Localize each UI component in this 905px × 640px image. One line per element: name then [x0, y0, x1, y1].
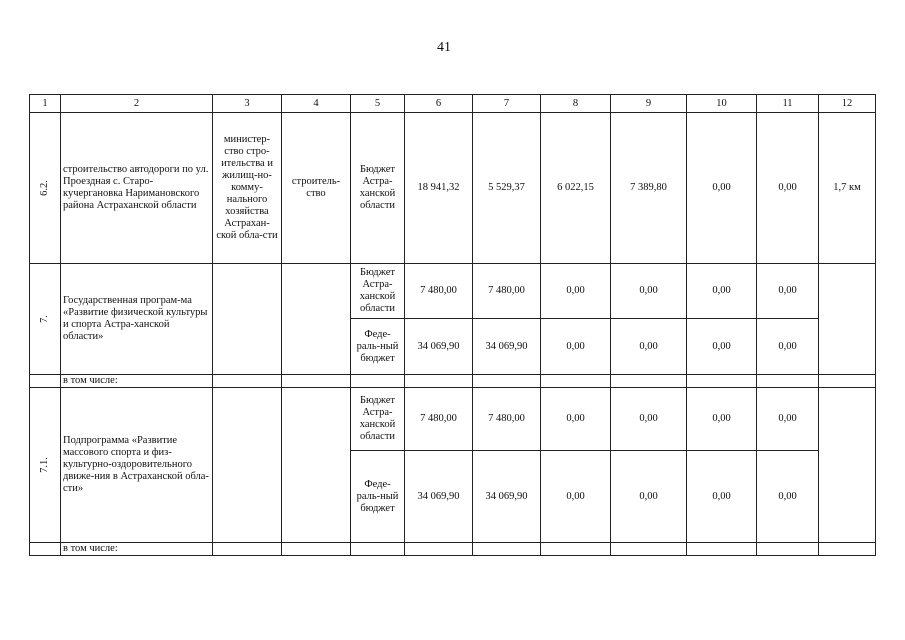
value-cell: 18 941,32 — [405, 113, 473, 264]
budget-table — [29, 94, 876, 556]
col-header: 5 — [351, 95, 405, 113]
row-number: 7. — [39, 315, 50, 323]
subtotal-row — [30, 543, 876, 556]
empty-cell — [757, 375, 819, 388]
empty-cell — [687, 375, 757, 388]
empty-cell — [541, 543, 611, 556]
empty-cell — [282, 375, 351, 388]
row-number: 6.2. — [39, 180, 50, 196]
empty-cell — [473, 543, 541, 556]
table-row — [30, 264, 876, 319]
value-cell: 34 069,90 — [473, 319, 541, 375]
empty-cell — [30, 543, 61, 556]
subtotal-row — [30, 375, 876, 388]
value-cell: 0,00 — [541, 451, 611, 543]
including-label: в том числе: — [61, 543, 213, 556]
empty-cell — [473, 375, 541, 388]
row-number-cell — [30, 264, 61, 375]
value-cell: 0,00 — [611, 264, 687, 319]
value-cell: 0,00 — [757, 388, 819, 451]
empty-cell — [351, 375, 405, 388]
page-number: 41 — [437, 40, 451, 55]
item-name: Государственная програм-ма «Развитие физической культуры и спорта Астра-ханской области» — [61, 264, 213, 375]
empty-cell — [819, 375, 876, 388]
col-header: 10 — [687, 95, 757, 113]
value-cell: 7 480,00 — [473, 388, 541, 451]
col-header: 12 — [819, 95, 876, 113]
length-cell: 1,7 км — [819, 113, 876, 264]
empty-cell — [213, 375, 282, 388]
empty-cell — [282, 543, 351, 556]
value-cell: 0,00 — [687, 451, 757, 543]
empty-cell — [30, 375, 61, 388]
empty-cell — [819, 388, 876, 543]
item-name: строительство автодороги по ул. Проездная с. Старо-кучергановка Наримановского района Астраханской области — [61, 113, 213, 264]
header-row — [30, 95, 876, 113]
empty-cell — [611, 543, 687, 556]
value-cell: 7 480,00 — [405, 264, 473, 319]
row-number-cell — [30, 388, 61, 543]
value-cell: 0,00 — [687, 319, 757, 375]
value-cell: 0,00 — [757, 264, 819, 319]
col-header: 8 — [541, 95, 611, 113]
empty-cell — [282, 388, 351, 543]
empty-cell — [213, 388, 282, 543]
funding-source: Бюджет Астра-ханской области — [351, 113, 405, 264]
value-cell: 0,00 — [757, 319, 819, 375]
empty-cell — [213, 543, 282, 556]
empty-cell — [819, 264, 876, 375]
empty-cell — [282, 264, 351, 375]
col-header: 7 — [473, 95, 541, 113]
value-cell: 0,00 — [687, 113, 757, 264]
value-cell: 34 069,90 — [473, 451, 541, 543]
funding-source: Бюджет Астра-ханской области — [351, 264, 405, 319]
table-row — [30, 388, 876, 451]
value-cell: 7 480,00 — [473, 264, 541, 319]
value-cell: 0,00 — [541, 388, 611, 451]
empty-cell — [351, 543, 405, 556]
col-header: 9 — [611, 95, 687, 113]
col-header: 4 — [282, 95, 351, 113]
funding-source: Бюджет Астра-ханской области — [351, 388, 405, 451]
value-cell: 7 480,00 — [405, 388, 473, 451]
funding-source: Феде-раль-ный бюджет — [351, 451, 405, 543]
col-header: 2 — [61, 95, 213, 113]
empty-cell — [819, 543, 876, 556]
table-row — [30, 113, 876, 264]
empty-cell — [405, 543, 473, 556]
executor: министер-ство стро-ительства и жилищ-но-комму-нального хозяйства Астрахан-ской обла-сти — [213, 113, 282, 264]
col-header: 11 — [757, 95, 819, 113]
col-header: 1 — [30, 95, 61, 113]
col-header: 6 — [405, 95, 473, 113]
value-cell: 0,00 — [757, 451, 819, 543]
row-number: 7.1. — [39, 457, 50, 473]
row-number-cell — [30, 113, 61, 264]
value-cell: 5 529,37 — [473, 113, 541, 264]
value-cell: 0,00 — [611, 319, 687, 375]
value-cell: 0,00 — [757, 113, 819, 264]
empty-cell — [687, 543, 757, 556]
value-cell: 34 069,90 — [405, 451, 473, 543]
empty-cell — [405, 375, 473, 388]
value-cell: 7 389,80 — [611, 113, 687, 264]
empty-cell — [213, 264, 282, 375]
value-cell: 0,00 — [611, 451, 687, 543]
value-cell: 0,00 — [541, 319, 611, 375]
empty-cell — [757, 543, 819, 556]
value-cell: 0,00 — [687, 388, 757, 451]
value-cell: 0,00 — [541, 264, 611, 319]
value-cell: 34 069,90 — [405, 319, 473, 375]
work-type: строитель-ство — [282, 113, 351, 264]
including-label: в том числе: — [61, 375, 213, 388]
empty-cell — [611, 375, 687, 388]
value-cell: 0,00 — [611, 388, 687, 451]
funding-source: Феде-раль-ный бюджет — [351, 319, 405, 375]
col-header: 3 — [213, 95, 282, 113]
empty-cell — [541, 375, 611, 388]
value-cell: 6 022,15 — [541, 113, 611, 264]
item-name: Подпрограмма «Развитие массового спорта и физ-культурно-оздоровительного движе-ния в Астраханской обла-сти» — [61, 388, 213, 543]
value-cell: 0,00 — [687, 264, 757, 319]
